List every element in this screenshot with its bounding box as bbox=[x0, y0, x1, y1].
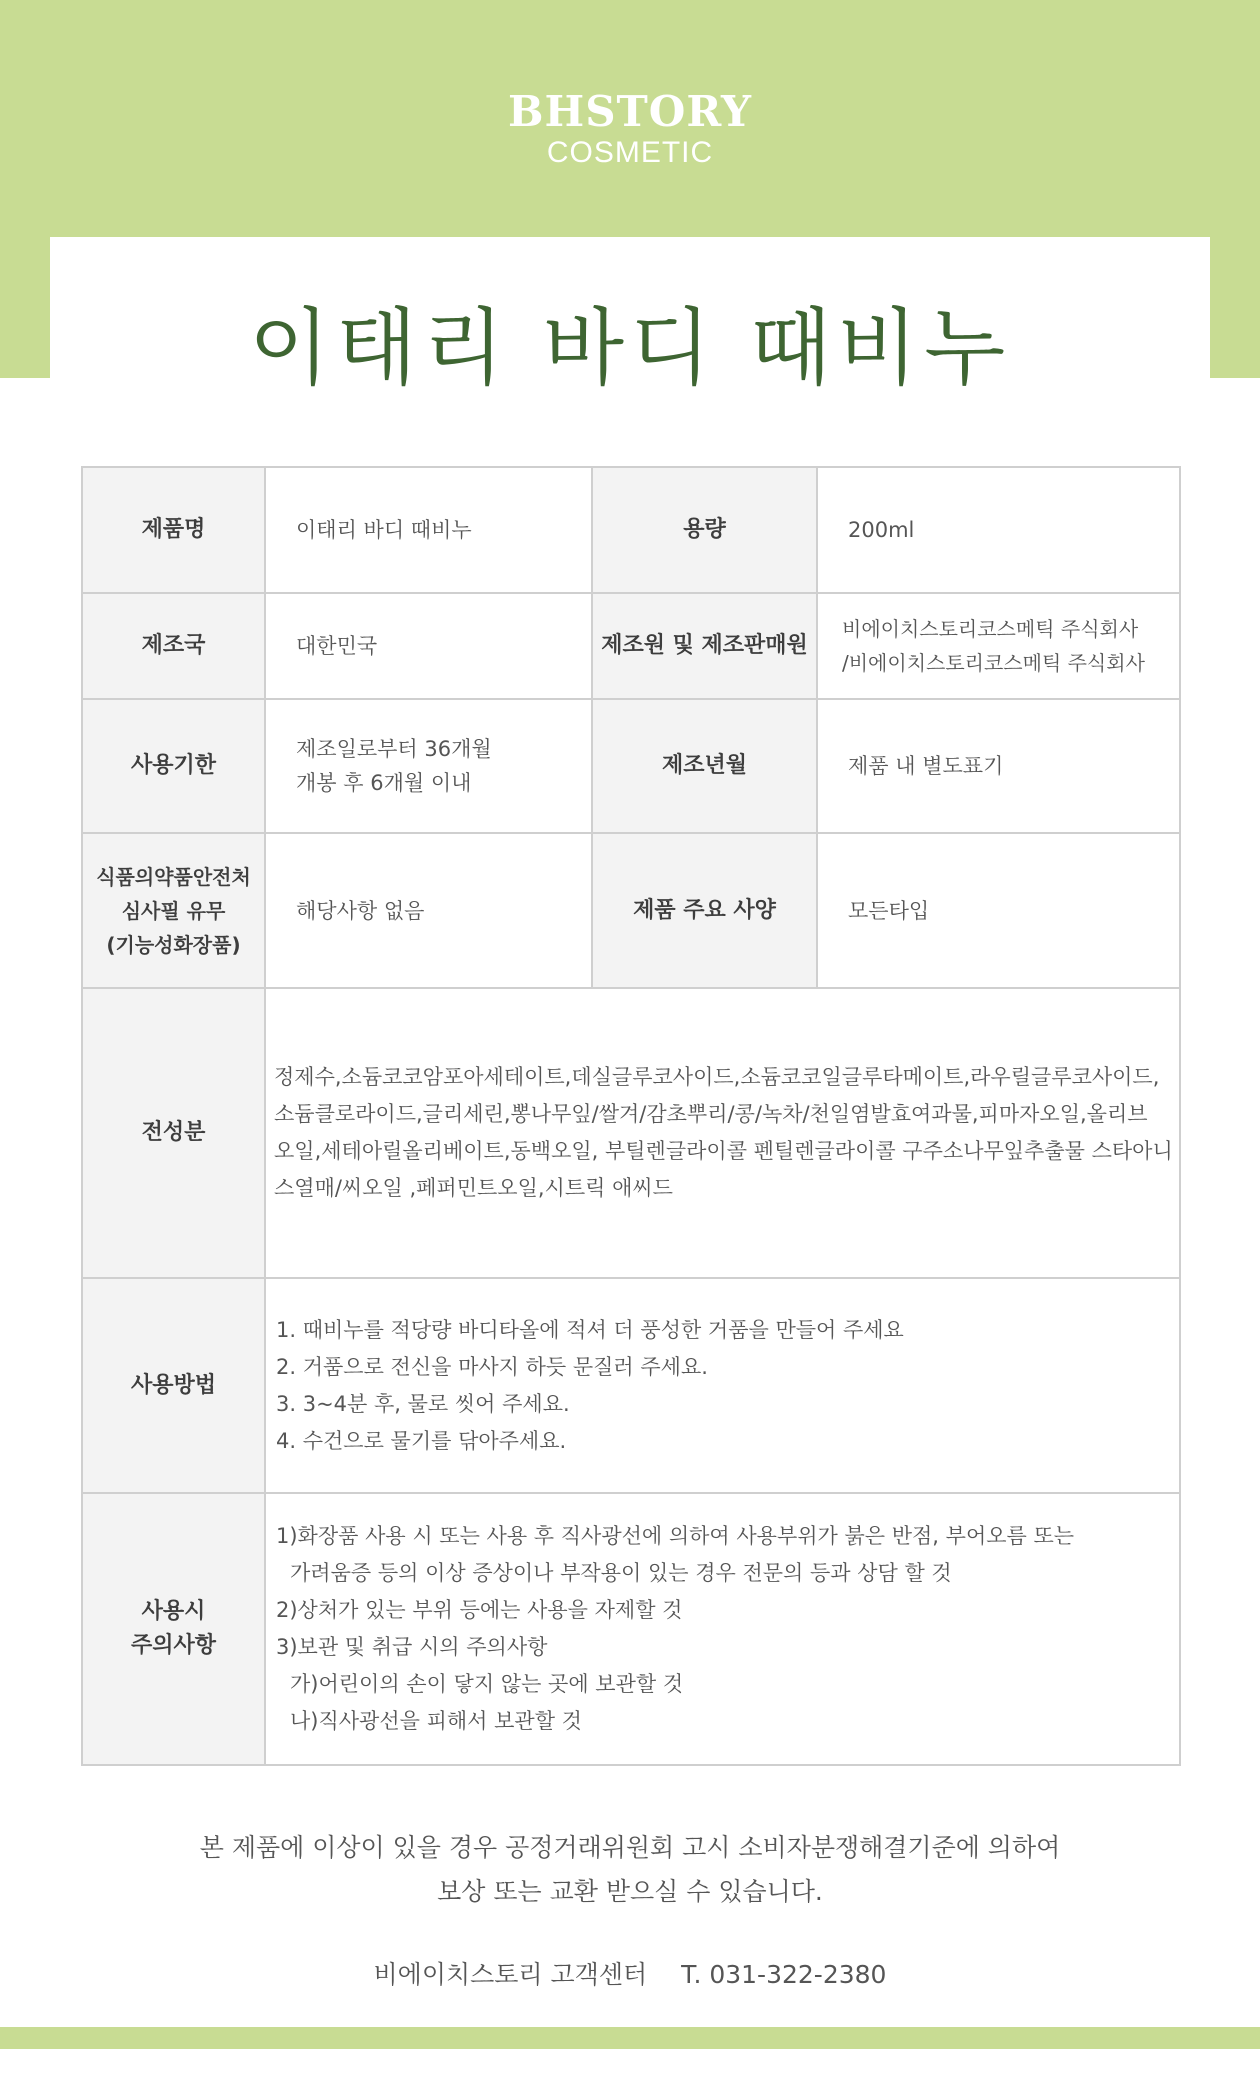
mfds-label-line: 심사필 유무 bbox=[121, 898, 226, 923]
label-main-spec: 제품 주요 사양 bbox=[592, 833, 817, 988]
usage-line: 4. 수건으로 물기를 닦아주세요. bbox=[276, 1428, 567, 1453]
brand-logo bbox=[0, 88, 1260, 170]
mfds-label-line: (기능성화장품) bbox=[106, 932, 241, 957]
label-manufacturer: 제조원 및 제조판매원 bbox=[592, 593, 817, 699]
product-title: 이태리 바디 때비누 bbox=[248, 299, 1012, 397]
caution-line: 2)상처가 있는 부위 등에는 사용을 자제할 것 bbox=[276, 1598, 683, 1622]
caution-label-line: 사용시 bbox=[141, 1599, 206, 1624]
spec-table bbox=[81, 466, 1181, 1766]
brand-sub: COSMETIC bbox=[546, 136, 714, 169]
label-product-name: 제품명 bbox=[82, 467, 265, 593]
expiry-line: 제조일로부터 36개월 bbox=[296, 737, 492, 761]
label-mfds-review bbox=[82, 833, 265, 988]
value-mfds-review: 해당사항 없음 bbox=[265, 833, 592, 988]
value-main-spec: 모든타입 bbox=[817, 833, 1180, 988]
value-country: 대한민국 bbox=[265, 593, 592, 699]
label-usage: 사용방법 bbox=[82, 1278, 265, 1493]
value-expiry bbox=[265, 699, 592, 833]
usage-line: 2. 거품으로 전신을 마사지 하듯 문질러 주세요. bbox=[276, 1354, 708, 1379]
value-product-name: 이태리 바디 때비누 bbox=[265, 467, 592, 593]
caution-line: 가)어린이의 손이 닿지 않는 곳에 보관할 것 bbox=[290, 1672, 684, 1696]
customer-center bbox=[0, 1955, 1260, 1995]
footer-band bbox=[0, 2027, 1260, 2049]
caution-line: 가려움증 등의 이상 증상이나 부작용이 있는 경우 전문의 등과 상담 할 것 bbox=[290, 1561, 952, 1585]
ingredients-line: 오일,세테아릴올리베이트,동백오일, 부틸렌글라이콜 펜틸렌글라이콜 구주소나무잎추출물 스타아니 bbox=[274, 1139, 1173, 1163]
usage-line: 3. 3~4분 후, 물로 씻어 주세요. bbox=[276, 1391, 570, 1416]
table-row bbox=[82, 1493, 1180, 1765]
ingredients-line: 스열매/씨오일 ,페퍼민트오일,시트릭 애씨드 bbox=[274, 1176, 673, 1200]
table-row bbox=[82, 988, 1180, 1278]
caution-line: 3)보관 및 취급 시의 주의사항 bbox=[276, 1635, 548, 1659]
notice-line: 본 제품에 이상이 있을 경우 공정거래위원회 고시 소비자분쟁해결기준에 의하여 bbox=[199, 1833, 1061, 1862]
customer-center-phone: T. 031-322-2380 bbox=[681, 1960, 887, 1989]
label-country: 제조국 bbox=[82, 593, 265, 699]
manufacturer-line: /비에이치스토리코스메틱 주식회사 bbox=[842, 651, 1145, 675]
label-caution bbox=[82, 1493, 265, 1765]
label-ingredients: 전성분 bbox=[82, 988, 265, 1278]
value-caution bbox=[265, 1493, 1180, 1765]
table-row bbox=[82, 1278, 1180, 1493]
exchange-notice bbox=[0, 1826, 1260, 1914]
label-volume: 용량 bbox=[592, 467, 817, 593]
caution-line: 1)화장품 사용 시 또는 사용 후 직사광선에 의하여 사용부위가 붉은 반점, 부어오름 또는 bbox=[276, 1524, 1075, 1548]
value-manufacture-date: 제품 내 별도표기 bbox=[817, 699, 1180, 833]
caution-label-line: 주의사항 bbox=[130, 1633, 216, 1658]
table-row bbox=[82, 593, 1180, 699]
table-row bbox=[82, 467, 1180, 593]
label-manufacture-date: 제조년월 bbox=[592, 699, 817, 833]
ingredients-line: 정제수,소듐코코암포아세테이트,데실글루코사이드,소듐코코일글루타메이트,라우릴글루코사이드, bbox=[274, 1065, 1160, 1089]
expiry-line: 개봉 후 6개월 이내 bbox=[296, 771, 472, 795]
value-volume: 200ml bbox=[817, 467, 1180, 593]
caution-line: 나)직사광선을 피해서 보관할 것 bbox=[290, 1709, 582, 1733]
value-ingredients bbox=[265, 988, 1180, 1278]
usage-line: 1. 때비누를 적당량 바디타올에 적셔 더 풍성한 거품을 만들어 주세요 bbox=[276, 1317, 904, 1342]
mfds-label-line: 식품의약품안전처 bbox=[96, 864, 251, 889]
table-row bbox=[82, 699, 1180, 833]
brand-name: BHSTORY bbox=[508, 87, 752, 136]
manufacturer-line: 비에이치스토리코스메틱 주식회사 bbox=[842, 617, 1139, 641]
value-manufacturer bbox=[817, 593, 1180, 699]
label-expiry: 사용기한 bbox=[82, 699, 265, 833]
table-row bbox=[82, 833, 1180, 988]
ingredients-line: 소듐클로라이드,글리세린,뽕나무잎/쌀겨/감초뿌리/콩/녹차/천일염발효여과물,피마자오일,올리브 bbox=[274, 1102, 1148, 1126]
customer-center-label: 비에이치스토리 고객센터 bbox=[373, 1960, 648, 1989]
value-usage bbox=[265, 1278, 1180, 1493]
notice-line: 보상 또는 교환 받으실 수 있습니다. bbox=[437, 1877, 823, 1906]
